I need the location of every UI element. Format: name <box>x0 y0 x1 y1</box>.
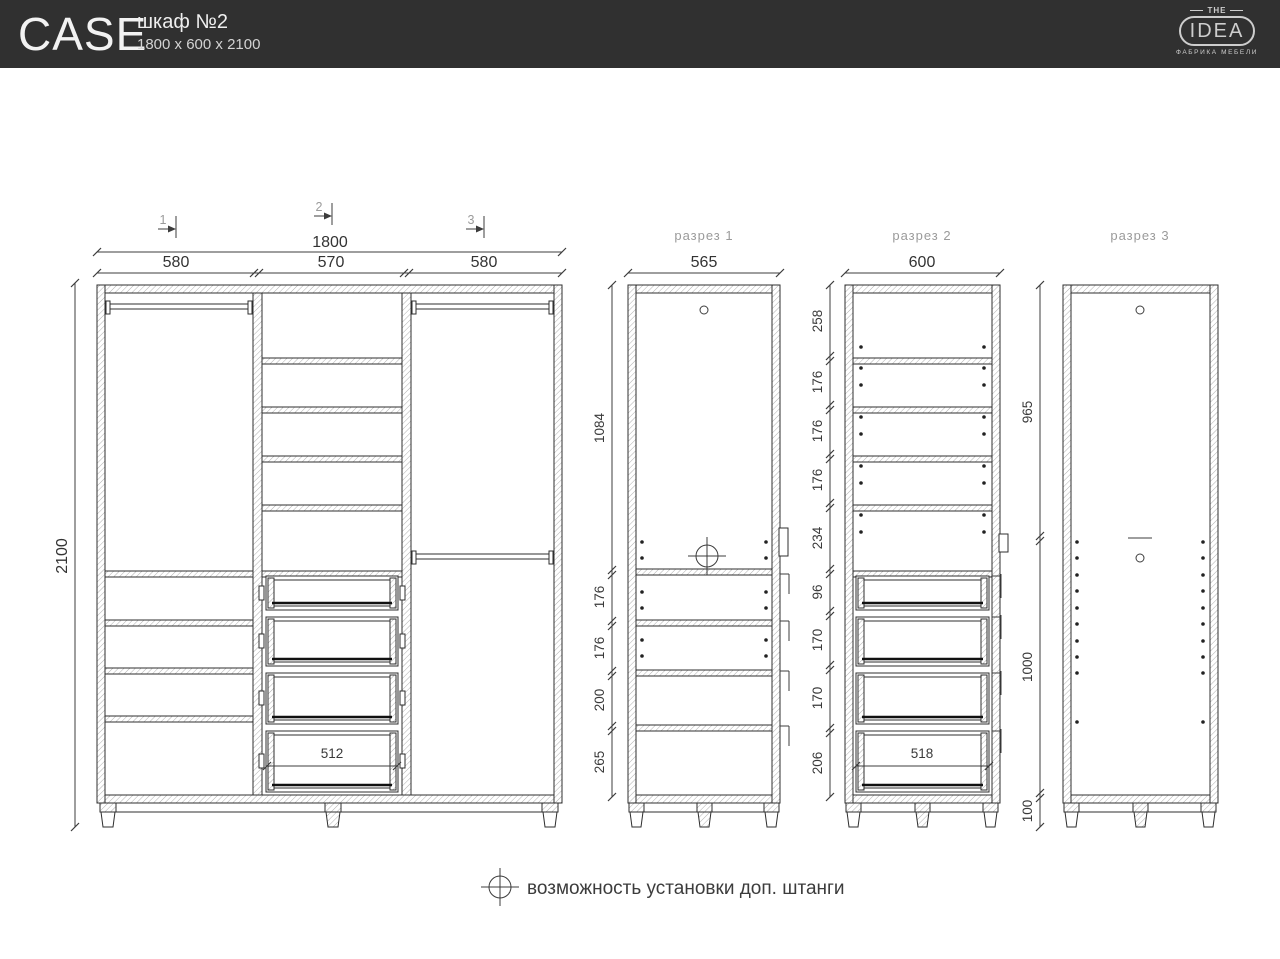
leg-left <box>101 812 115 827</box>
product-title-block <box>137 11 260 53</box>
svg-text:176: 176 <box>592 636 607 660</box>
section-1-shelves <box>636 569 772 731</box>
dim-segment-2: 570 <box>317 254 345 271</box>
section-1-chain-dimensions <box>592 281 616 801</box>
legend <box>481 868 845 906</box>
svg-text:176: 176 <box>810 468 825 492</box>
factory-logo <box>1176 6 1258 56</box>
svg-text:1000: 1000 <box>1020 651 1035 683</box>
shelf-pin-holes <box>640 540 768 658</box>
leg-right <box>543 812 557 827</box>
drawer-4 <box>259 731 405 792</box>
rod-hole <box>1136 306 1144 314</box>
dim-height: 2100 <box>54 538 71 574</box>
section-1-base <box>629 803 779 827</box>
svg-text:3: 3 <box>467 213 475 227</box>
svg-text:176: 176 <box>810 370 825 394</box>
svg-text:258: 258 <box>810 309 825 333</box>
rod-right-mid <box>416 554 549 559</box>
section-marker-1 <box>158 213 176 238</box>
section-2-shelves <box>853 358 992 577</box>
shelves-middle-column <box>262 358 402 577</box>
section-1-title: разрез 1 <box>674 228 734 243</box>
header-bar <box>0 0 1280 68</box>
section-view-1 <box>592 228 789 827</box>
logo-tagline: ФАБРИКА МЕБЕЛИ <box>1175 49 1258 56</box>
svg-text:234: 234 <box>810 526 825 550</box>
svg-text:206: 206 <box>810 751 825 775</box>
svg-text:176: 176 <box>810 419 825 443</box>
leg-middle <box>326 812 340 827</box>
drawer-3 <box>856 673 989 724</box>
section-2-width: 600 <box>908 254 936 271</box>
drawer-3 <box>259 673 405 724</box>
shelves-left-column <box>105 571 253 722</box>
drawer-1 <box>259 576 405 610</box>
drawer-2 <box>259 617 405 666</box>
logo-idea: IDEA <box>1179 16 1256 46</box>
section-3-chain-dimensions <box>1020 281 1044 831</box>
section-view-2 <box>810 228 1008 827</box>
svg-text:200: 200 <box>592 688 607 712</box>
section-2-title: разрез 2 <box>892 228 952 243</box>
dim-total-width: 1800 <box>312 234 348 251</box>
brand-logo: CASE <box>18 8 148 60</box>
rod-hole <box>700 306 708 314</box>
section-3-base <box>1064 803 1216 827</box>
svg-text:170: 170 <box>810 628 825 652</box>
drawer-4 <box>856 731 989 792</box>
section-3-carcass <box>1063 285 1218 803</box>
section-1-width: 565 <box>690 254 718 271</box>
svg-text:100: 100 <box>1020 799 1035 823</box>
svg-text:176: 176 <box>592 585 607 609</box>
hanging-rods <box>106 301 553 564</box>
right-wall <box>554 285 562 803</box>
dim-512: 512 <box>320 746 344 761</box>
drawer-1 <box>856 576 989 610</box>
section-2-chain-dimensions <box>810 281 834 801</box>
base-and-legs <box>100 803 558 827</box>
logo-dash-left <box>1190 10 1203 11</box>
section-marker-2 <box>314 200 332 225</box>
section-view-3 <box>1020 228 1218 831</box>
product-name: шкаф №2 <box>137 11 228 33</box>
svg-text:1084: 1084 <box>592 412 607 444</box>
svg-text:96: 96 <box>810 584 825 600</box>
shelf-pin-holes <box>1075 540 1205 724</box>
front-view <box>54 200 566 831</box>
bottom-panel <box>105 795 554 803</box>
svg-text:2: 2 <box>315 200 323 214</box>
dim-segment-3: 580 <box>470 254 498 271</box>
dim-518: 518 <box>910 746 934 761</box>
logo-the: THE <box>1207 6 1227 15</box>
product-dimensions: 1800 x 600 x 2100 <box>137 36 261 53</box>
dim-segment-1: 580 <box>162 254 190 271</box>
svg-text:965: 965 <box>1020 400 1035 424</box>
divider-right <box>402 293 411 795</box>
rod-left <box>110 304 248 309</box>
divider-left <box>253 293 262 795</box>
rod-right-top <box>416 304 549 309</box>
section-3-title: разрез 3 <box>1110 228 1170 243</box>
section-markers <box>158 200 484 238</box>
section-2-base <box>846 803 998 827</box>
svg-text:265: 265 <box>592 750 607 774</box>
extra-rod-position <box>1128 538 1152 562</box>
top-panel <box>105 285 554 293</box>
svg-text:1: 1 <box>159 213 167 227</box>
left-wall <box>97 285 105 803</box>
legend-text: возможность установки доп. штанги <box>527 878 845 899</box>
section-marker-3 <box>466 213 484 238</box>
svg-text:170: 170 <box>810 686 825 710</box>
logo-dash-right <box>1230 10 1243 11</box>
crosshair-icon <box>481 868 519 906</box>
drawer-2 <box>856 617 989 666</box>
